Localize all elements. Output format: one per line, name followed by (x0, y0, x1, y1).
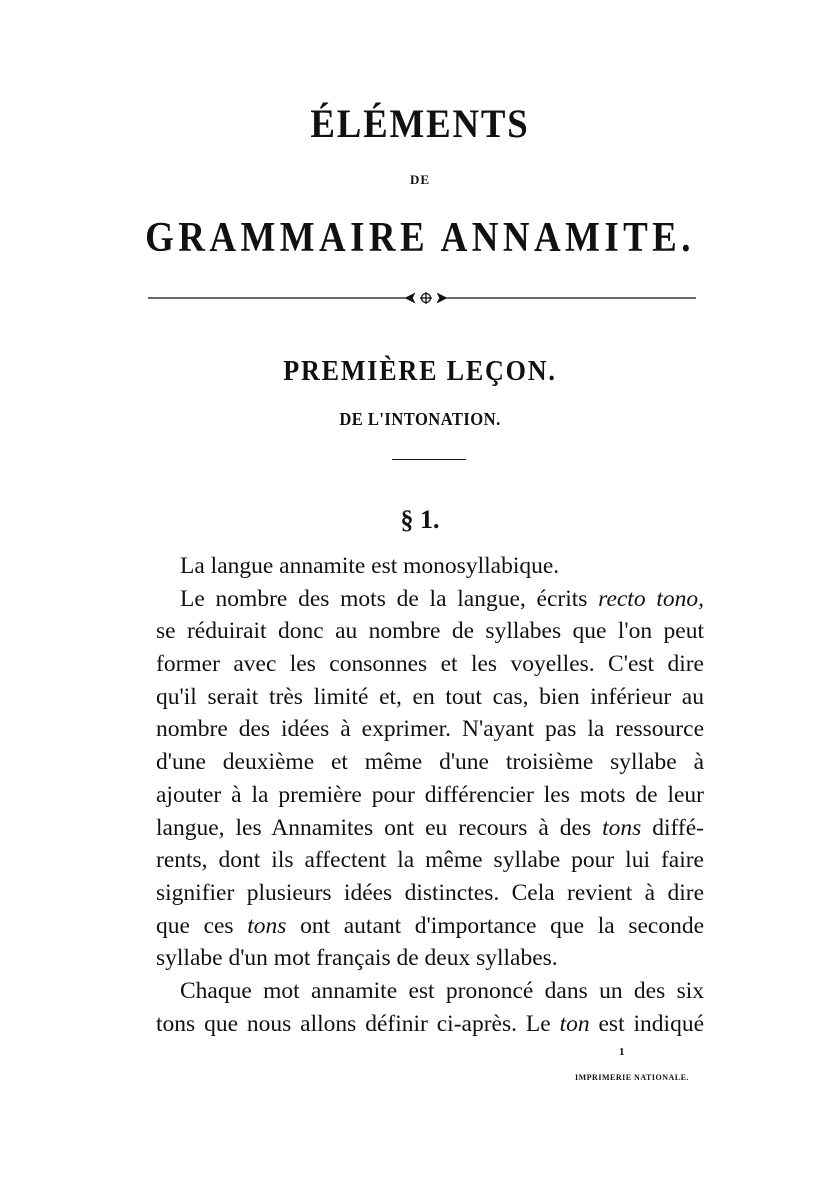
lesson-title: PREMIÈRE LEÇON. (283, 355, 557, 387)
title-grammaire-annamite: GRAMMAIRE ANNAMITE. (145, 215, 695, 261)
title-de: DE (409, 172, 431, 187)
text-line: Chaque mot annamite est prononcé dans un des six (180, 977, 704, 1004)
signature-number: 1 (619, 1046, 625, 1058)
text-line: former avec les consonnes et les voyelles. C'est dire (156, 651, 704, 678)
text-line: Le nombre des mots de la langue, écrits recto tono, (180, 585, 704, 612)
text-line: se réduirait donc au nombre de syllabes que l'on peut (156, 618, 704, 645)
text-line: syllabe d'un mot français de deux syllabes. (156, 945, 558, 972)
fleuron-icon (406, 292, 446, 304)
lesson-subtitle: DE L'INTONATION. (339, 409, 501, 429)
text-line: signifier plusieurs idées distinctes. Cela revient à dire (156, 879, 704, 906)
divider-rule (392, 459, 466, 460)
text-line: langue, les Annamites ont eu recours à des tons diffé- (156, 814, 705, 841)
text-line: ajouter à la première pour différencier les mots de leur (156, 781, 704, 808)
section-mark: § 1. (400, 505, 440, 534)
title-elements: ÉLÉMENTS (310, 101, 530, 146)
body-text (156, 550, 704, 1040)
text-line: nombre des idées à exprimer. N'ayant pas la ressource (156, 716, 704, 743)
text-line: que ces tons ont autant d'importance que la seconde (156, 912, 705, 939)
text-line: qu'il serait très limité et, en tout cas, bien inférieur au (156, 683, 704, 710)
text-line: rents, dont ils affectent la même syllabe pour lui faire (156, 847, 704, 874)
text-line: d'une deuxième et même d'une troisième syllabe à (156, 749, 704, 776)
printer-imprint: IMPRIMERIE NATIONALE. (575, 1073, 689, 1082)
ornamental-rule (148, 283, 696, 313)
text-line: tons que nous allons définir ci-après. Le ton est indiqué (156, 1010, 704, 1037)
text-line: La langue annamite est monosyllabique. (180, 553, 560, 579)
